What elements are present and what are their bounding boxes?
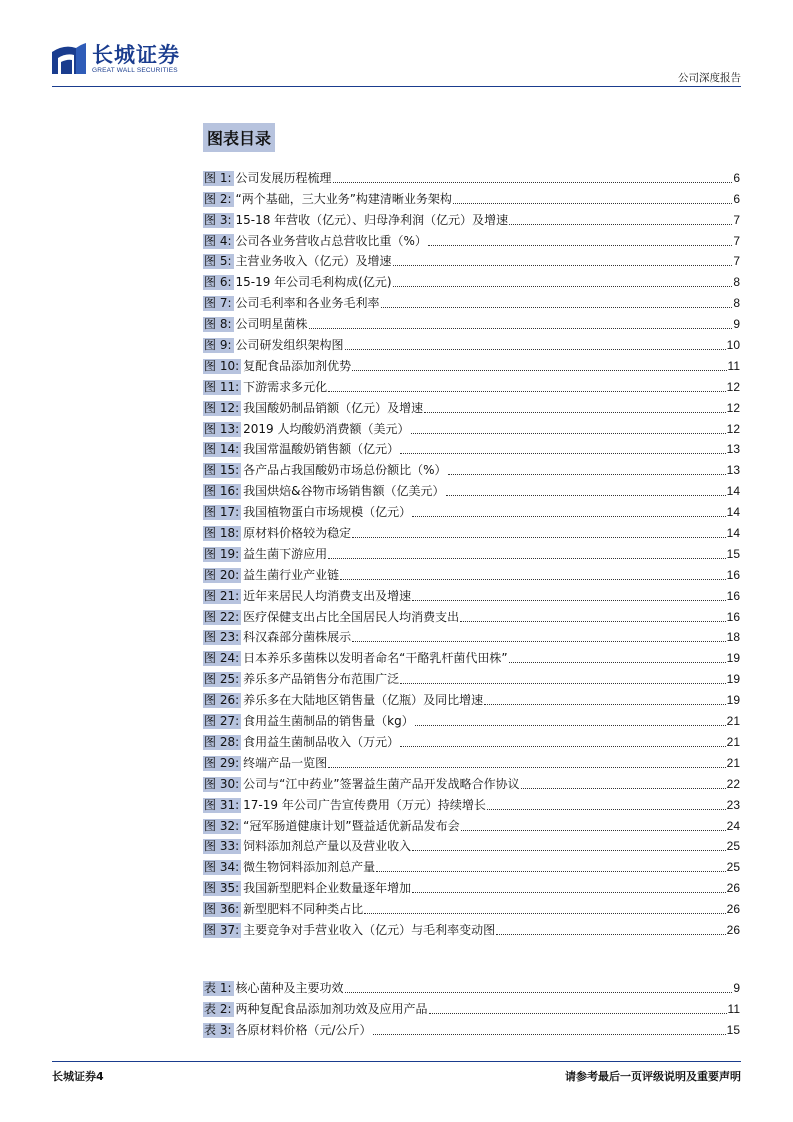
toc-leader-dots [411,433,726,434]
toc-leader-dots [309,328,733,329]
toc-entry-title: 微生物饲料添加剂总产量 [243,860,376,875]
toc-entry-title: 两种复配食品添加剂功效及应用产品 [235,1001,428,1016]
toc-entry-label: 图 14: [204,442,240,457]
toc-leader-dots [393,265,733,266]
toc-leader-dots [376,871,725,872]
figure-toc-entry[interactable] [203,374,740,395]
toc-entry-title: 公司明星菌株 [235,317,308,332]
toc-entry-label: 图 17: [204,505,240,520]
toc-entry-label: 图 18: [204,526,240,541]
toc-leader-dots [509,662,726,663]
toc-entry-page: 23 [726,797,740,812]
figure-toc-entry[interactable] [203,771,740,792]
toc-entry-title: 食用益生菌制品收入（万元） [243,734,400,749]
toc-leader-dots [400,746,725,747]
toc-entry-page: 12 [726,379,740,394]
toc-entry-page: 26 [726,902,740,917]
toc-entry-title: 2019 人均酸奶消费额（美元） [243,421,410,436]
figure-toc-entry[interactable] [203,520,740,541]
toc-entry-page: 21 [726,714,740,729]
toc-entry-page: 6 [733,191,740,206]
figure-toc-entry[interactable] [203,813,740,834]
figure-toc-entry[interactable] [203,186,740,207]
footer-divider [52,1061,741,1062]
toc-leader-dots [328,558,725,559]
toc-heading: 图表目录 [203,123,275,152]
figure-toc-entry[interactable] [203,416,740,437]
toc-leader-dots [412,516,725,517]
toc-leader-dots [446,495,726,496]
figure-toc-entry[interactable] [203,666,740,687]
toc-entry-page: 8 [733,275,740,290]
toc-entry-title: 科汉森部分菌株展示 [243,630,352,645]
figure-toc-entry[interactable] [203,395,740,416]
toc-entry-page: 15 [726,1022,740,1037]
figure-toc-entry[interactable] [203,332,740,353]
toc-entry-page: 16 [726,567,740,582]
toc-entry-title: 15-18 年营收（亿元）、归母净利润（亿元）及增速 [235,212,509,227]
toc-entry-page: 8 [733,296,740,311]
toc-entry-label: 图 7: [204,296,232,311]
toc-entry-page: 18 [726,630,740,645]
toc-entry-title: 饲料添加剂总产量以及营业收入 [243,839,412,854]
toc-entry-title: 下游需求多元化 [243,379,328,394]
toc-leader-dots [340,579,725,580]
toc-leader-dots [328,391,725,392]
toc-entry-title: 公司发展历程梳理 [235,170,332,185]
toc-entry-page: 16 [726,588,740,603]
toc-entry-label: 图 30: [204,776,240,791]
toc-entry-title: 新型肥料不同种类占比 [243,902,364,917]
toc-entry-title: 15-19 年公司毛利构成(亿元) [235,275,392,290]
toc-entry-page: 7 [733,254,740,269]
figure-toc-entry[interactable] [203,290,740,311]
toc-entry-page: 9 [733,980,740,995]
toc-leader-dots [461,830,726,831]
figure-toc-entry[interactable] [203,562,740,583]
toc-entry-label: 图 28: [204,734,240,749]
toc-entry-label: 图 22: [204,609,240,624]
toc-entry-page: 7 [733,212,740,227]
figure-toc-entry[interactable] [203,729,740,750]
toc-entry-page: 25 [726,860,740,875]
toc-entry-title: 公司毛利率和各业务毛利率 [235,296,380,311]
toc-entry-page: 11 [727,1001,740,1016]
logo-chinese-name: 长城证券 [92,43,180,67]
toc-entry-label: 图 9: [204,338,232,353]
table-toc-entry[interactable] [203,975,740,996]
toc-leader-dots [460,621,725,622]
figure-toc-entry[interactable] [203,457,740,478]
figure-toc-entry[interactable] [203,645,740,666]
toc-entry-page: 6 [733,170,740,185]
toc-entry-label: 图 33: [204,839,240,854]
toc-leader-dots [364,913,725,914]
toc-entry-label: 图 25: [204,672,240,687]
toc-entry-page: 21 [726,734,740,749]
figure-toc-entry[interactable] [203,708,740,729]
toc-leader-dots [412,892,725,893]
toc-entry-label: 图 13: [204,421,240,436]
toc-entry-page: 10 [726,338,740,353]
toc-entry-label: 图 3: [204,212,232,227]
toc-entry-page: 19 [726,651,740,666]
figure-toc-entry[interactable] [203,687,740,708]
toc-entry-label: 图 1: [204,170,232,185]
toc-entry-label: 图 26: [204,693,240,708]
toc-entry-title: 日本养乐多菌株以发明者命名“干酪乳杆菌代田株” [243,651,508,666]
figure-toc-entry[interactable] [203,228,740,249]
toc-entry-page: 13 [726,442,740,457]
toc-entry-label: 图 6: [204,275,232,290]
toc-entry-label: 图 23: [204,630,240,645]
toc-entry-label: 图 36: [204,902,240,917]
toc-leader-dots [345,992,733,993]
toc-entry-label: 图 15: [204,463,240,478]
toc-leader-dots [424,412,725,413]
toc-leader-dots [352,641,725,642]
toc-entry-title: 食用益生菌制品的销售量（kg） [243,714,414,729]
toc-entry-label: 图 8: [204,317,232,332]
toc-leader-dots [333,182,733,183]
toc-entry-label: 图 37: [204,922,240,937]
footer-disclaimer: 请参考最后一页评级说明及重要声明 [565,1070,741,1083]
toc-entry-page: 16 [726,609,740,624]
toc-entry-page: 19 [726,693,740,708]
toc-entry-label: 图 4: [204,233,232,248]
toc-leader-dots [509,224,732,225]
toc-entry-label: 图 21: [204,588,240,603]
logo-english-name: GREAT WALL SECURITIES [92,67,178,74]
toc-entry-page: 9 [733,317,740,332]
toc-entry-page: 22 [726,776,740,791]
toc-entry-title: 近年来居民人均消费支出及增速 [243,588,412,603]
header-divider [52,86,741,87]
figure-toc-entry[interactable] [203,207,740,228]
toc-entry-label: 图 24: [204,651,240,666]
footer-left: 长城证券4 [52,1070,104,1083]
figure-toc-entry[interactable] [203,541,740,562]
toc-entry-title: “冠军肠道健康计划”暨益适优新品发布会 [243,818,460,833]
toc-entry-title: 益生菌下游应用 [243,546,328,561]
toc-entry-title: 养乐多在大陆地区销售量（亿瓶）及同比增速 [243,693,484,708]
toc-entry-title: 养乐多产品销售分布范围广泛 [243,672,400,687]
figure-toc-entry[interactable] [203,792,740,813]
toc-leader-dots [453,203,732,204]
toc-entry-label: 图 10: [204,358,240,373]
toc-entry-label: 图 34: [204,860,240,875]
toc-entry-label: 图 20: [204,567,240,582]
toc-leader-dots [381,307,733,308]
figure-toc-entry[interactable] [203,604,740,625]
figure-toc-entry[interactable] [203,750,740,771]
table-toc-entry[interactable] [203,996,740,1017]
toc-entry-page: 25 [726,839,740,854]
toc-entry-title: 我国新型肥料企业数量逐年增加 [243,881,412,896]
toc-entry-title: 各产品占我国酸奶市场总份额比（%） [243,463,447,478]
figure-toc-entry[interactable] [203,269,740,290]
toc-leader-dots [345,349,726,350]
toc-leader-dots [412,600,725,601]
toc-leader-dots [487,809,726,810]
toc-entry-title: 我国烘焙&谷物市场销售额（亿美元） [243,484,445,499]
toc-entry-title: 主营业务收入（亿元）及增速 [235,254,392,269]
toc-entry-page: 14 [726,484,740,499]
toc-leader-dots [352,370,726,371]
toc-entry-title: 原材料价格较为稳定 [243,526,352,541]
toc-entry-page: 12 [726,400,740,415]
toc-entry-label: 图 29: [204,755,240,770]
toc-entry-label: 图 31: [204,797,240,812]
figure-toc-entry[interactable] [203,478,740,499]
toc-entry-title: 核心菌种及主要功效 [235,980,344,995]
figure-toc-entry[interactable] [203,437,740,458]
toc-entry-label: 图 12: [204,400,240,415]
toc-entry-label: 图 19: [204,546,240,561]
figure-toc-entry[interactable] [203,249,740,270]
report-type: 公司深度报告 [678,72,741,84]
toc-entry-title: 益生菌行业产业链 [243,567,340,582]
toc-entry-page: 12 [726,421,740,436]
toc-entry-page: 19 [726,672,740,687]
toc-entry-page: 13 [726,463,740,478]
toc-entry-title: 公司各业务营收占总营收比重（%） [235,233,427,248]
toc-entry-label: 图 35: [204,881,240,896]
toc-entry-page: 24 [726,818,740,833]
toc-entry-label: 图 5: [204,254,232,269]
toc-entry-title: 我国植物蛋白市场规模（亿元） [243,505,412,520]
figure-toc-entry[interactable] [203,834,740,855]
toc-entry-title: 复配食品添加剂优势 [243,358,352,373]
toc-leader-dots [373,1034,726,1035]
toc-entry-label: 表 1: [204,980,232,995]
toc-entry-title: 公司研发组织架构图 [235,338,344,353]
figure-toc-entry[interactable] [203,353,740,374]
figure-toc-entry[interactable] [203,625,740,646]
toc-entry-title: 我国酸奶制品销额（亿元）及增速 [243,400,424,415]
great-wall-logo-icon [50,42,88,76]
toc-leader-dots [415,725,726,726]
toc-leader-dots [412,850,725,851]
toc-leader-dots [496,934,725,935]
figure-toc-entry[interactable] [203,165,740,186]
table-toc-entry[interactable] [203,1017,740,1038]
figure-toc-entry[interactable] [203,854,740,875]
figure-toc-entry[interactable] [203,875,740,896]
toc-entry-page: 14 [726,526,740,541]
company-logo [50,42,180,76]
toc-entry-title: 主要竞争对手营业收入（亿元）与毛利率变动图 [243,922,496,937]
toc-entry-page: 14 [726,505,740,520]
toc-leader-dots [400,453,725,454]
toc-entry-label: 图 2: [204,191,232,206]
toc-entry-label: 图 27: [204,714,240,729]
figure-toc-entry[interactable] [203,896,740,917]
toc-leader-dots [448,474,726,475]
page-header [0,0,793,90]
toc-entry-page: 11 [727,358,740,373]
toc-entry-page: 15 [726,546,740,561]
toc-leader-dots [393,286,733,287]
figure-toc-entry[interactable] [203,583,740,604]
toc-entry-page: 21 [726,755,740,770]
toc-entry-label: 表 3: [204,1022,232,1037]
toc-entry-title: 各原材料价格（元/公斤） [235,1022,372,1037]
toc-entry-title: 终端产品一览图 [243,755,328,770]
figure-toc-entry[interactable] [203,311,740,332]
toc-leader-dots [328,767,725,768]
figure-list [203,165,740,938]
toc-leader-dots [352,537,725,538]
toc-entry-title: 公司与“江中药业”签署益生菌产品开发战略合作协议 [243,776,520,791]
toc-entry-title: 17-19 年公司广告宣传费用（万元）持续增长 [243,797,486,812]
toc-entry-label: 表 2: [204,1001,232,1016]
toc-entry-page: 7 [733,233,740,248]
figure-toc-entry[interactable] [203,499,740,520]
toc-entry-page: 26 [726,922,740,937]
toc-entry-title: 医疗保健支出占比全国居民人均消费支出 [243,609,460,624]
toc-entry-title: 我国常温酸奶销售额（亿元） [243,442,400,457]
toc-entry-label: 图 32: [204,818,240,833]
toc-entry-label: 图 11: [204,379,240,394]
toc-entry-page: 26 [726,881,740,896]
figure-toc-entry[interactable] [203,917,740,938]
toc-leader-dots [484,704,725,705]
toc-leader-dots [429,1013,727,1014]
toc-leader-dots [521,788,726,789]
table-list [203,975,740,1038]
toc-entry-label: 图 16: [204,484,240,499]
toc-entry-title: “两个基础，三大业务”构建清晰业务架构 [235,191,452,206]
toc-leader-dots [428,245,732,246]
toc-leader-dots [400,683,725,684]
